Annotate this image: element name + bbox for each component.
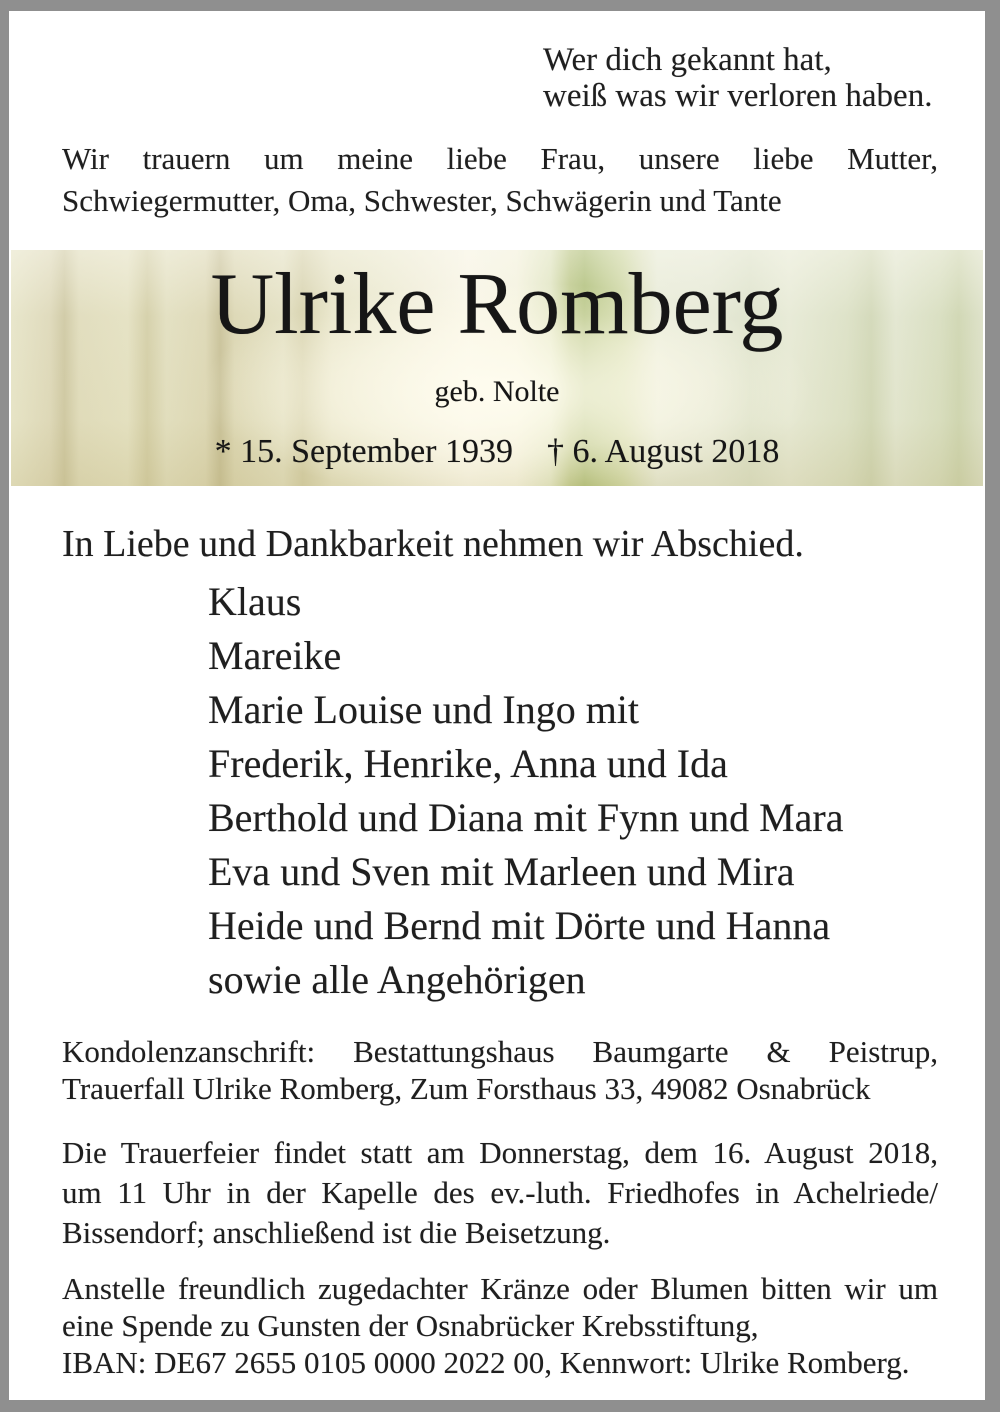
epigraph-line: weiß was wir verloren haben. bbox=[543, 78, 933, 114]
farewell-line: In Liebe und Dankbarkeit nehmen wir Abschied. bbox=[62, 523, 804, 565]
funeral-line: um 11 Uhr in der Kapelle des ev.-luth. Friedhofes in Achelriede/ bbox=[62, 1175, 938, 1210]
intro-line: Schwiegermutter, Oma, Schwester, Schwägerin und Tante bbox=[62, 183, 782, 218]
maiden-name: geb. Nolte bbox=[434, 375, 560, 408]
funeral-line: Bissendorf; anschließend ist die Beisetzung. bbox=[62, 1215, 611, 1250]
funeral-line: Die Trauerfeier findet statt am Donnerstag, dem 16. August 2018, bbox=[62, 1135, 938, 1170]
life-dates bbox=[11, 434, 983, 470]
mourner-name: Marie Louise und Ingo mit bbox=[208, 687, 640, 732]
epigraph-line: Wer dich gekannt hat, bbox=[543, 42, 832, 78]
mourners-list bbox=[208, 575, 843, 1007]
donation-line: Anstelle freundlich zugedachter Kränze oder Blumen bitten wir um bbox=[62, 1271, 938, 1306]
intro-line: Wir trauern um meine liebe Frau, unsere liebe Mutter, bbox=[62, 141, 938, 176]
mourner-name: sowie alle Angehörigen bbox=[208, 957, 586, 1002]
epigraph bbox=[543, 42, 932, 114]
mourner-name: Mareike bbox=[208, 633, 342, 678]
donation-line: IBAN: DE67 2655 0105 0000 2022 00, Kennwort: Ulrike Romberg. bbox=[62, 1345, 910, 1380]
mourner-name: Heide und Bernd mit Dörte und Hanna bbox=[208, 903, 831, 948]
condolence-line: Kondolenzanschrift: Bestattungshaus Baumgarte & Peistrup, bbox=[62, 1034, 938, 1069]
funeral-details bbox=[62, 1133, 938, 1253]
deceased-name: Ulrike Romberg bbox=[210, 256, 784, 353]
mourning-intro bbox=[62, 138, 938, 222]
birth-date: * 15. September 1939 bbox=[214, 433, 514, 470]
death-date: † 6. August 2018 bbox=[547, 433, 780, 470]
mourner-name: Frederik, Henrike, Anna und Ida bbox=[208, 741, 728, 786]
donation-line: eine Spende zu Gunsten der Osnabrücker Krebsstiftung, bbox=[62, 1308, 759, 1343]
condolence-line: Trauerfall Ulrike Romberg, Zum Forsthaus 33, 49082 Osnabrück bbox=[62, 1071, 871, 1106]
donation-request bbox=[62, 1270, 938, 1381]
mourner-name: Berthold und Diana mit Fynn und Mara bbox=[208, 795, 844, 840]
obituary-sheet bbox=[9, 11, 985, 1400]
condolence-address bbox=[62, 1033, 938, 1107]
forest-photo-banner bbox=[11, 250, 983, 486]
mourner-name: Eva und Sven mit Marleen und Mira bbox=[208, 849, 795, 894]
mourner-name: Klaus bbox=[208, 579, 302, 624]
